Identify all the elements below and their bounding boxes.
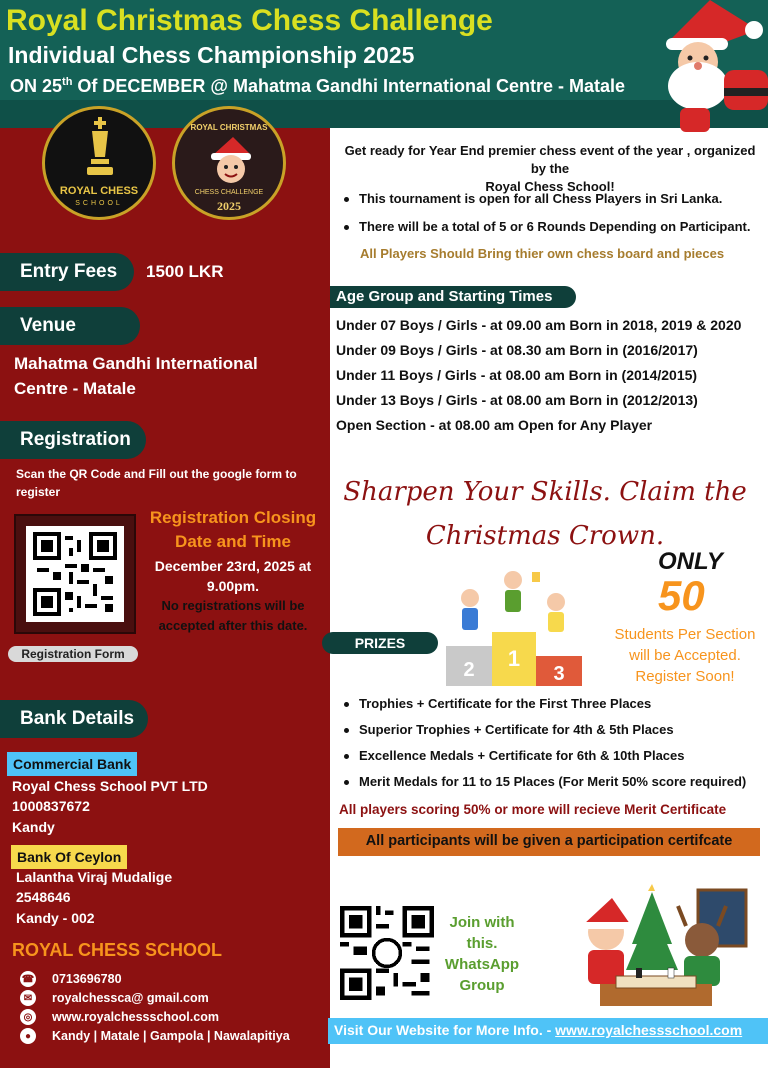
registration-form-button[interactable]: Registration Form [8, 646, 138, 662]
branch-locations: Kandy | Matale | Gampola | Nawalapitiya [52, 1029, 290, 1043]
intro-bullet-2: There will be a total of 5 or 6 Rounds Depending on Participant. [344, 219, 751, 234]
venue-label: Venue [0, 307, 140, 345]
bank2-branch: Kandy - 002 [16, 910, 95, 926]
prize-item: Excellence Medals + Certificate for 6th & 10th Places [344, 748, 685, 763]
challenge-logo-mid: CHESS CHALLENGE [194, 189, 264, 196]
capacity-text: Students Per Section will be Accepted. Register Soon! [614, 626, 756, 685]
prize-item: Merit Medals for 11 to 15 Places (For Merit 50% score required) [344, 774, 746, 789]
podium-first: 1 [507, 646, 521, 671]
registration-label: Registration [0, 421, 146, 459]
podium-kids-illustration [440, 566, 586, 690]
school-name-heading: ROYAL CHESS SCHOOL [12, 940, 223, 960]
email-address: royalchessca@ gmail.com [52, 991, 209, 1005]
prize-item: Trophies + Certificate for the First Three Places [344, 696, 651, 711]
podium-third: 3 [553, 663, 565, 685]
registration-closing-date: December 23rd, 2025 at 9.00pm. [154, 558, 312, 594]
globe-icon: ◎ [20, 1009, 36, 1025]
school-logo-text: ROYAL CHESS [59, 185, 139, 197]
age-group-row: Under 11 Boys / Girls - at 08.00 am Born in (2014/2015) [336, 367, 698, 383]
contact-phone[interactable] [20, 971, 122, 987]
website-address: www.royalchessschool.com [52, 1010, 219, 1024]
age-group-row: Under 13 Boys / Girls - at 08.00 am Born in (2012/2013) [336, 392, 698, 408]
website-link[interactable]: www.royalchessschool.com [555, 1022, 743, 1038]
intro-line-1: Get ready for Year End premier chess event of the year , organized by the [344, 143, 756, 176]
qr-code-icon[interactable] [32, 532, 118, 616]
entry-fees-label: Entry Fees [0, 253, 134, 291]
christmas-challenge-logo [172, 106, 286, 220]
capacity-number: 50 [658, 572, 705, 619]
prize-item: Superior Trophies + Certificate for 4th & 5th Places [344, 722, 674, 737]
slogan-line-2: Christmas Crown. [425, 521, 665, 551]
bank2-account-name: Lalantha Viraj Mudalige [16, 869, 173, 885]
challenge-logo-top: ROYAL CHRISTMAS [190, 123, 268, 132]
intro-line-2: Royal Chess School! [485, 179, 615, 194]
boy-santa-hat-icon [207, 137, 255, 187]
bank1-account-number: 1000837672 [12, 798, 90, 814]
whatsapp-join-text: Join with this. WhatsApp Group [444, 914, 520, 994]
chess-king-icon [83, 117, 117, 181]
age-group-label: Age Group and Starting Times [330, 286, 576, 308]
registration-instructions-2: register [16, 485, 61, 499]
contact-email[interactable] [20, 990, 209, 1006]
age-group-row: Under 07 Boys / Girls - at 09.00 am Born in 2018, 2019 & 2020 [336, 317, 742, 333]
registration-qr-frame [14, 514, 136, 634]
podium-second: 2 [463, 659, 475, 681]
prizes-label: PRIZES [322, 632, 438, 654]
phone-icon: ☎ [20, 971, 36, 987]
event-subtitle: Individual Chess Championship 2025 [8, 42, 415, 68]
entry-fees-value: 1500 LKR [146, 262, 224, 281]
intro-bullet-1: This tournament is open for all Chess Players in Sri Lanka. [344, 191, 722, 206]
bank1-name: Commercial Bank [7, 752, 137, 776]
participation-certificate-bar: All participants will be given a participation certifcate [338, 828, 760, 856]
kids-playing-chess-illustration [556, 884, 756, 1014]
bank2-name: Bank Of Ceylon [11, 845, 127, 869]
merit-certificate-note: All players scoring 50% or more will recieve Merit Certificate [339, 802, 727, 817]
capacity-only: ONLY [658, 548, 723, 575]
bank1-account-name: Royal Chess School PVT LTD [12, 778, 208, 794]
bring-board-note: All Players Should Bring thier own chess board and pieces [360, 246, 725, 261]
contact-locations [20, 1028, 290, 1044]
bank1-branch: Kandy [12, 819, 55, 835]
phone-number: 0713696780 [52, 972, 122, 986]
whatsapp-qr-code-icon[interactable] [340, 906, 434, 1000]
event-title: Royal Christmas Chess Challenge [6, 4, 493, 37]
slogan-line-1: Sharpen Your Skills. Claim the [343, 477, 747, 507]
age-group-row: Under 09 Boys / Girls - at 08.30 am Born in (2016/2017) [336, 342, 698, 358]
bank-details-label: Bank Details [0, 700, 148, 738]
age-group-row: Open Section - at 08.00 am Open for Any Player [336, 417, 653, 433]
registration-closing-note: No registrations will be accepted after this date. [158, 598, 308, 633]
royal-chess-school-logo [42, 106, 156, 220]
event-date-venue: ON 25th Of DECEMBER @ Mahatma Gandhi International Centre - Matale [10, 76, 626, 96]
venue-line-2: Centre - Matale [14, 379, 136, 398]
visit-website-bar[interactable]: Visit Our Website for More Info. - www.royalchessschool.com [328, 1018, 768, 1044]
intro-text [336, 142, 764, 196]
mail-icon: ✉ [20, 990, 36, 1006]
registration-instructions-1: Scan the QR Code and Fill out the google form to [16, 467, 297, 481]
contact-website[interactable] [20, 1009, 219, 1025]
bank2-account-number: 2548646 [16, 889, 71, 905]
location-icon: ● [20, 1028, 36, 1044]
venue-line-1: Mahatma Gandhi International [14, 354, 258, 373]
registration-closing-title: Registration Closing Date and Time [149, 508, 317, 551]
santa-icon [650, 0, 768, 140]
challenge-logo-year: 2025 [217, 199, 241, 213]
school-logo-subtext: SCHOOL [75, 200, 123, 207]
